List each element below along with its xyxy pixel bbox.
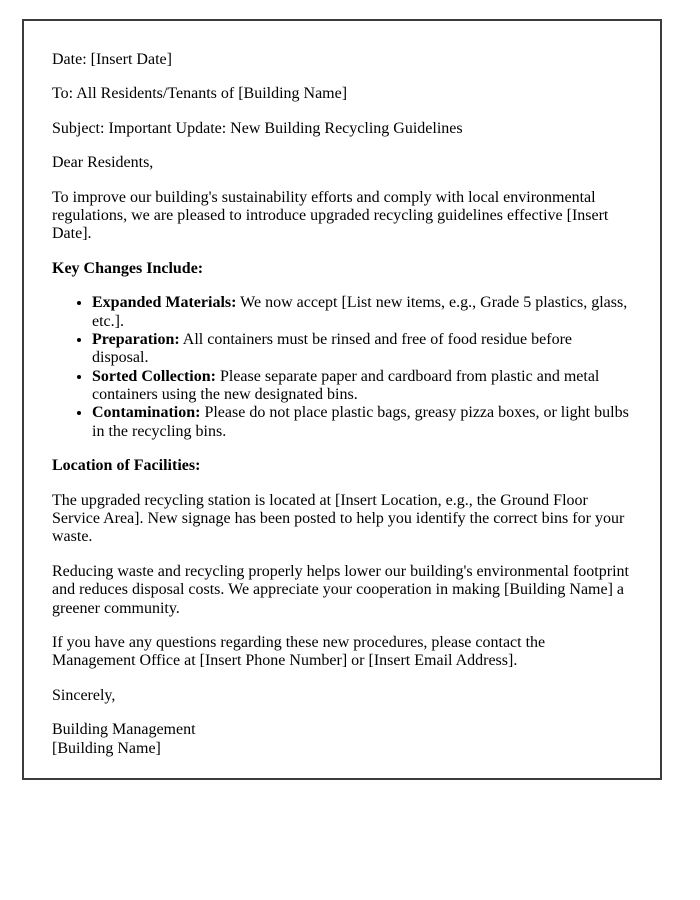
- list-item-text: Please do not place plastic bags, greasy pizza boxes, or light bulbs in the recycling bins.: [92, 404, 629, 440]
- contact-paragraph: If you have any questions regarding these new procedures, please contact the Management Office at [Insert Phone Number] or [Insert Email Address].: [52, 633, 546, 670]
- list-item-text: We now accept [List new items, e.g., Grade 5 plastics, glass, etc.].: [92, 294, 628, 330]
- benefits-paragraph: Reducing waste and recycling properly helps lower our building's environmental footprint and reduces disposal costs. We appreciate your cooperation in making [Building Name] a greener community.: [52, 562, 629, 617]
- list-item: [92, 368, 632, 405]
- list-item: [92, 331, 632, 368]
- signature-block: [52, 721, 632, 758]
- list-item: [92, 404, 632, 441]
- list-item: [92, 294, 632, 331]
- list-item-label: Contamination:: [92, 404, 201, 422]
- intro-paragraph: To improve our building's sustainability efforts and comply with local environmental regulations, we are pleased to introduce upgraded recycling guidelines effective [Insert Date].: [52, 188, 609, 243]
- list-item-text: All containers must be rinsed and free of food residue before disposal.: [92, 330, 572, 367]
- closing: Sincerely,: [52, 686, 116, 704]
- date-line: Date: [Insert Date]: [52, 51, 172, 68]
- key-changes-list: [52, 294, 632, 441]
- list-item-text: Please separate paper and cardboard from plastic and metal containers using the new designated bins.: [92, 367, 600, 404]
- location-heading: Location of Facilities:: [52, 457, 201, 475]
- signature-line-2: [Building Name]: [52, 739, 161, 757]
- list-item-label: Preparation:: [92, 330, 180, 348]
- location-paragraph: The upgraded recycling station is located at [Insert Location, e.g., the Ground Floor Service Area]. New signage has been posted to help you identify the correct bins for your waste.: [52, 491, 625, 546]
- list-item-label: Sorted Collection:: [92, 367, 216, 385]
- key-changes-heading: Key Changes Include:: [52, 259, 204, 277]
- subject-line: Subject: Important Update: New Building Recycling Guidelines: [52, 119, 463, 137]
- to-line: To: All Residents/Tenants of [Building Name]: [52, 85, 348, 103]
- list-item-label: Expanded Materials:: [92, 294, 237, 312]
- salutation: Dear Residents,: [52, 154, 154, 172]
- letter-document: [22, 19, 662, 780]
- signature-line-1: Building Management: [52, 721, 196, 739]
